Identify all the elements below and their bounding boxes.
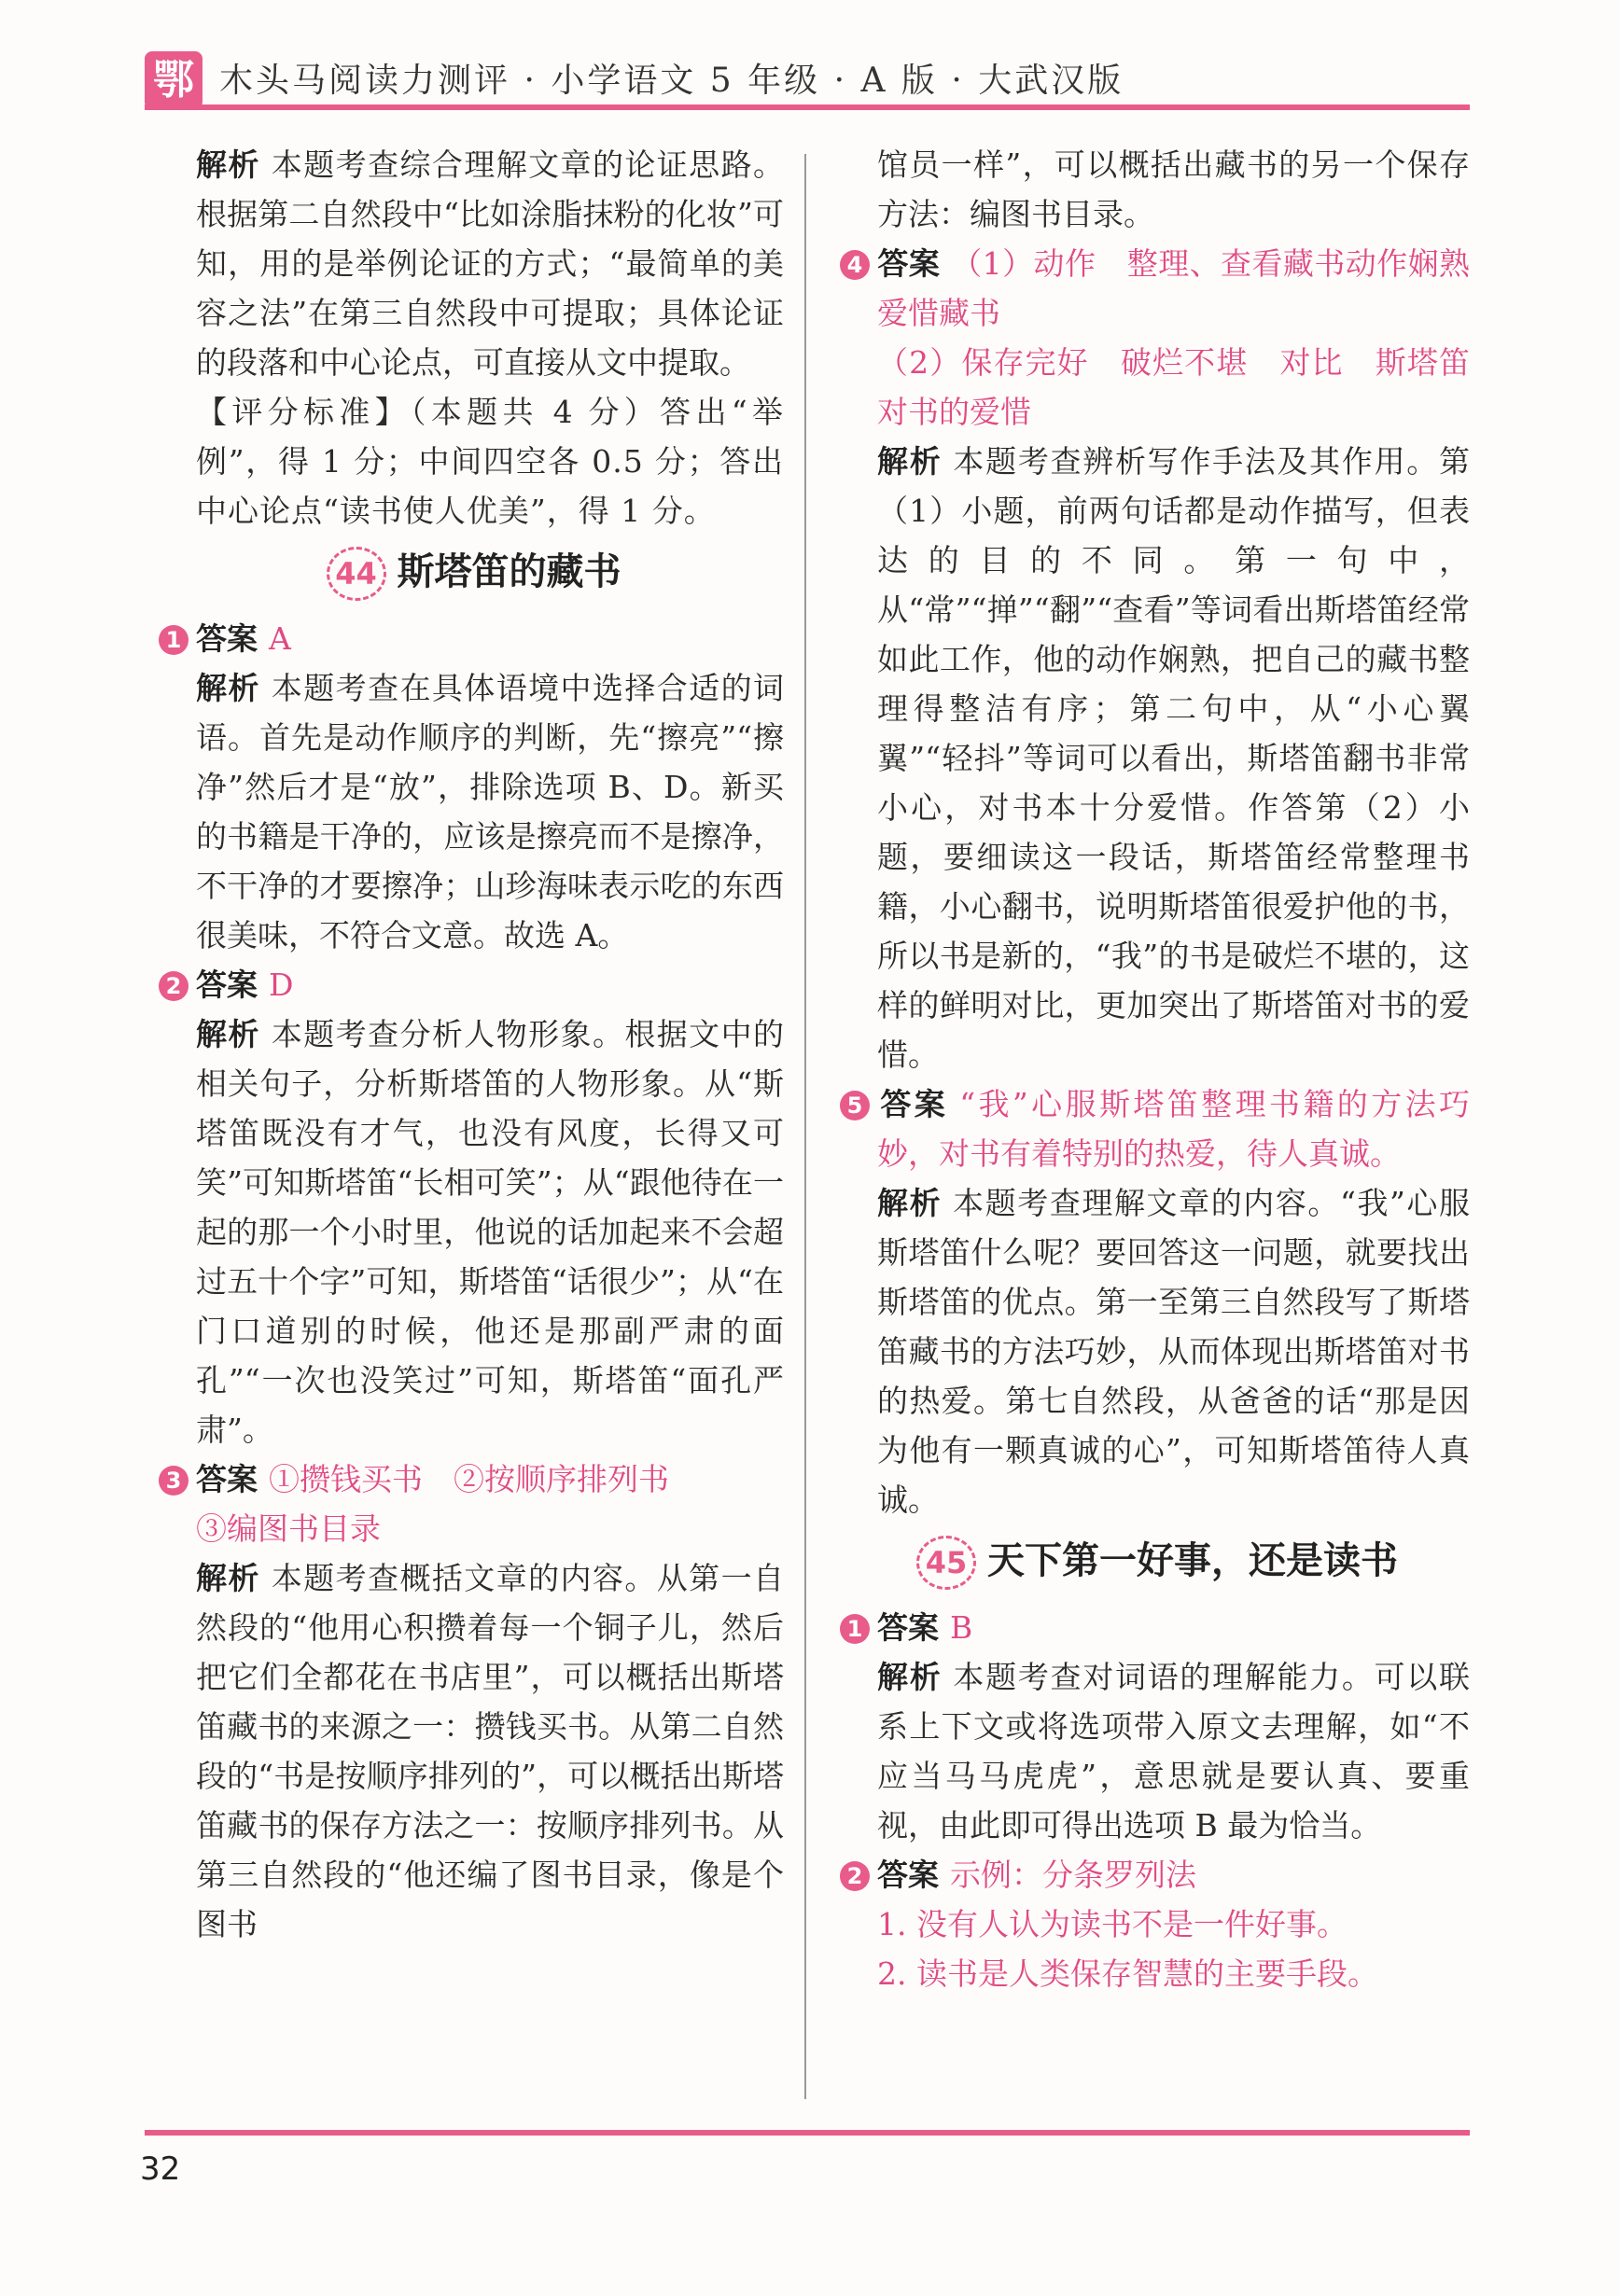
answer-label: 答案	[877, 245, 941, 282]
question-number: 1	[159, 625, 189, 655]
question-number: 5	[840, 1091, 870, 1120]
analysis-text: 本题考查综合理解文章的论证思路。根据第二自然段中“比如涂脂抹粉的化妆”可知，用的是举例论证的方式；“最简单的美容之法”在第三自然段中可提取；具体论证的段落和中心论点，可直接从文中提取。	[196, 146, 785, 381]
question-answer	[163, 960, 784, 1009]
section-number: 44	[327, 547, 386, 601]
question-number: 2	[159, 971, 189, 1001]
answer-line: 2. 读书是人类保存智慧的主要手段。	[877, 1955, 1378, 1992]
analysis-paragraph	[163, 1553, 784, 1949]
question-answer	[845, 1850, 1470, 1899]
section-heading-45	[845, 1536, 1470, 1590]
answer-line: 1. 没有人认为读书不是一件好事。	[877, 1906, 1348, 1942]
section-number: 45	[916, 1536, 976, 1590]
answer-text: 示例：分条罗列法	[950, 1857, 1196, 1893]
analysis-label: 解析	[196, 1016, 260, 1052]
right-column	[845, 140, 1501, 1998]
analysis-text: 本题考查理解文章的内容。“我”心服斯塔笛什么呢？要回答这一问题，就要找出斯塔笛的优点。第一至第三自然段写了斯塔笛藏书的方法巧妙，从而体现出斯塔笛对书的热爱。第七自然段，从爸爸的话“那是因为他有一颗真诚的心”，可知斯塔笛待人真诚。	[877, 1185, 1470, 1518]
question-answer	[163, 1454, 784, 1553]
answer-text: （2）保存完好 破烂不堪 对比 斯塔笛对书的爱惜	[877, 344, 1470, 430]
analysis-paragraph	[845, 1178, 1470, 1524]
page-header	[0, 0, 1620, 121]
question-answer	[845, 239, 1501, 437]
analysis-label: 解析	[877, 443, 943, 480]
answer-label: 答案	[877, 1086, 949, 1122]
left-column	[163, 140, 784, 1949]
analysis-label: 解析	[877, 1659, 943, 1695]
answer-text: ②按顺序排列书	[454, 1461, 669, 1497]
analysis-text: 本题考查分析人物形象。根据文中的相关句子，分析斯塔笛的人物形象。从“斯塔笛既没有才气，也没有风度，长得又可笑”可知斯塔笛“长相可笑”；从“跟他待在一起的那一个小时里，他说的话加起来不会超过五十个字”可知，斯塔笛“话很少”；从“在门口道别的时候，他还是那副严肃的面孔”“一次也没笑过”可知，斯塔笛“面孔严肃”。	[196, 1016, 785, 1448]
answer-text: （1）动作 整理、查看藏书动作娴熟 爱惜藏书	[877, 245, 1501, 331]
question-answer	[163, 614, 784, 663]
section-heading-44	[163, 547, 784, 601]
analysis-paragraph	[163, 663, 784, 960]
analysis-text: 本题考查在具体语境中选择合适的词语。首先是动作顺序的判断，先“擦亮”“擦净”然后才是“放”，排除选项 B、D。新买的书籍是干净的，应该是擦亮而不是擦净，不干净的才要擦净；山珍海味表示吃的东西很美味，不符合文意。故选 A。	[196, 670, 785, 953]
analysis-paragraph	[845, 437, 1470, 1079]
scoring-criteria: 【评分标准】（本题共 4 分）答出“举例”，得 1 分；中间四空各 0.5 分；答出中心论点“读书使人优美”，得 1 分。	[196, 394, 784, 529]
answer-text: ③编图书目录	[196, 1510, 381, 1547]
answer-text: ①攒钱买书	[269, 1461, 423, 1497]
analysis-text: 本题考查概括文章的内容。从第一自然段的“他用心积攒着每一个铜子儿，然后把它们全都花在书店里”，可以概括出斯塔笛藏书的来源之一：攒钱买书。从第二自然段的“书是按顺序排列的”，可以概括出斯塔笛藏书的保存方法之一：按顺序排列书。从第三自然段的“他还编了图书目录，像是个图书	[196, 1560, 785, 1942]
answer-label: 答案	[196, 967, 258, 1003]
question-number: 1	[840, 1614, 870, 1644]
footer-rule	[145, 2130, 1470, 2136]
section-title: 斯塔笛的藏书	[397, 550, 621, 593]
column-divider	[804, 154, 806, 2099]
continued-text: 馆员一样”，可以概括出藏书的另一个保存方法：编图书目录。	[877, 146, 1470, 232]
analysis-paragraph	[163, 140, 784, 387]
analysis-label: 解析	[196, 670, 260, 706]
book-title: 木头马阅读力测评 · 小学语文 5 年级 · A 版 · 大武汉版	[219, 62, 1124, 100]
analysis-label: 解析	[196, 146, 260, 183]
analysis-text: 本题考查对词语的理解能力。可以联系上下文或将选项带入原文去理解，如“不应当马马虎虎”，意思就是要认真、要重视，由此即可得出选项 B 最为恰当。	[877, 1659, 1471, 1844]
header-rule	[145, 104, 1470, 110]
question-answer	[845, 1603, 1470, 1652]
analysis-paragraph	[845, 1652, 1470, 1850]
answer-label: 答案	[877, 1857, 939, 1893]
answer-text: A	[269, 620, 291, 657]
analysis-paragraph	[163, 1009, 784, 1454]
analysis-label: 解析	[196, 1560, 260, 1596]
section-title: 天下第一好事，还是读书	[987, 1539, 1398, 1582]
page-number: 32	[140, 2150, 181, 2188]
question-number: 2	[840, 1861, 870, 1891]
analysis-text: 本题考查辨析写作手法及其作用。第（1）小题，前两句话都是动作描写，但表达的目的不同。第一句中，从“常”“掸”“翻”“查看”等词看出斯塔笛经常如此工作，他的动作娴熟，把自己的藏书整理得整洁有序；第二句中，从“小心翼翼”“轻抖”等词可以看出，斯塔笛翻书非常小心，对书本十分爱惜。作答第（2）小题，要细读这一段话，斯塔笛经常整理书籍，小心翻书，说明斯塔笛很爱护他的书，所以书是新的，“我”的书是破烂不堪的，这样的鲜明对比，更加突出了斯塔笛对书的爱惜。	[877, 443, 1471, 1073]
question-number: 3	[159, 1466, 189, 1496]
answer-label: 答案	[196, 620, 258, 657]
answer-text: B	[950, 1609, 973, 1646]
answer-label: 答案	[877, 1609, 939, 1646]
analysis-label: 解析	[877, 1185, 943, 1221]
region-badge: 鄂	[145, 51, 202, 109]
answer-text: D	[269, 967, 294, 1003]
question-number: 4	[840, 250, 870, 280]
answer-label: 答案	[196, 1461, 258, 1497]
answer-text: “我”心服斯塔笛整理书籍的方法巧妙，对书有着特别的热爱，待人真诚。	[877, 1086, 1471, 1172]
question-answer	[845, 1079, 1470, 1178]
